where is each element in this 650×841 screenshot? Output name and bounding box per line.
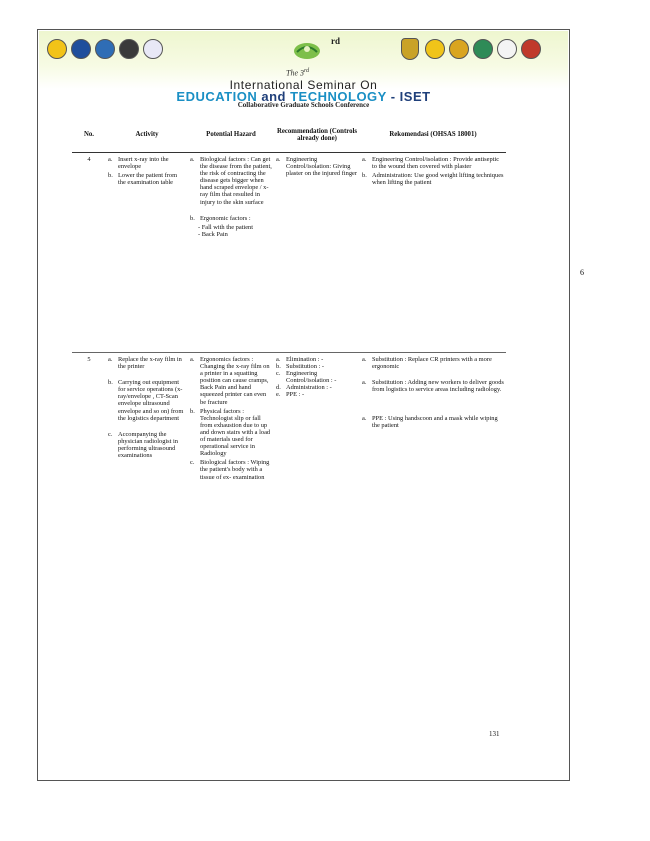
hazard-cell: a. Biological factors : Can get the disease from the patient, the risk of contracting the disease gets bigger when hand scraped envelope / x-ray film that resulted in injury to the skin surface b. Ergonomic factors : - Fall with the patient - Back Pain [188,153,274,353]
university-logo-icon [425,39,445,59]
table-row [72,153,506,353]
seminar-title: International Seminar On [229,78,378,92]
university-logo-icon [401,38,419,60]
activity-cell: a. Insert x-ray into the envelope b. Lower the patient from the examination table [106,153,188,353]
side-number: 6 [580,268,584,277]
header-activity: Activity [106,118,188,153]
activity-cell: a. Replace the x-ray film in the printer b. Carrying out equipment for service operations (x-ray/envelope , CT-Scan envelope ultrasound envelope and so on) from the logistics department c. Accompanying the physician radiologist in performing ultrasound examinations [108,356,184,460]
conference-title: EDUCATION and TECHNOLOGY - ISET [176,89,431,104]
header-rekomendasi: Rekomendasi (OHSAS 18001) [360,118,506,153]
row-number: 4 [72,153,106,353]
recommendation-cell: a. Engineering Control/isolation: Giving plaster on the injured finger [274,153,360,353]
rekomendasi-cell: a. Engineering Control/isolation : Provide antiseptic to the wound then covered with plaster b. Administration: Use good weight lifting techniques when lifting the patient [360,153,506,353]
recommendation-cell: a. Elimination : - b. Substitution : - c. Engineering Control/isolation : - d. Administration : - e. PPE : - [276,356,337,399]
hazard-cell: a. Ergonomics factors : Changing the x-ray film on a printer in a squatting position can cause cramps, Back Pain and hand squeezed printer can even be fracture b. Physical factors : Technologist slip or fall from exhaustion due to up and down stairs with a load of materials used for operational service in Radiology c. Biological factors : Wiping the patient's body with a tissue of ex- examination [190,356,271,481]
page-number: 131 [489,730,500,738]
conference-subtitle: Collaborative Graduate Schools Conference [237,101,370,109]
university-logo-icon [71,39,91,59]
edition-label: The 3rd [286,68,310,78]
university-logo-icon [143,39,163,59]
header-recommendation: Recommendation (Controls already done) [274,118,360,153]
header-hazard: Potential Hazard [188,118,274,153]
table-header-row [72,118,506,153]
university-logo-icon [473,39,493,59]
table-row [72,353,506,483]
hazard-table [72,118,506,483]
edition-superscript: rd [331,36,340,46]
university-logo-icon [47,39,67,59]
row-number: 5 [87,356,91,363]
conference-emblem-icon [292,40,322,60]
hazard-sub-item: - Fall with the patient [198,223,254,231]
conference-banner [39,31,568,109]
hazard-sub-item: - Back Pain [198,230,228,238]
university-logo-icon [521,39,541,59]
header-no: No. [72,118,106,153]
university-logo-icon [119,39,139,59]
university-logo-icon [497,39,517,59]
university-logo-icon [449,39,469,59]
rekomendasi-cell: a. Substitution : Replace CR printers with a more ergonomic a. Substitution : Adding new workers to deliver goods from logistics to service areas including radiology. a. PPE : Using handscoon and a mask while wiping the patient [362,356,504,430]
university-logo-icon [95,39,115,59]
